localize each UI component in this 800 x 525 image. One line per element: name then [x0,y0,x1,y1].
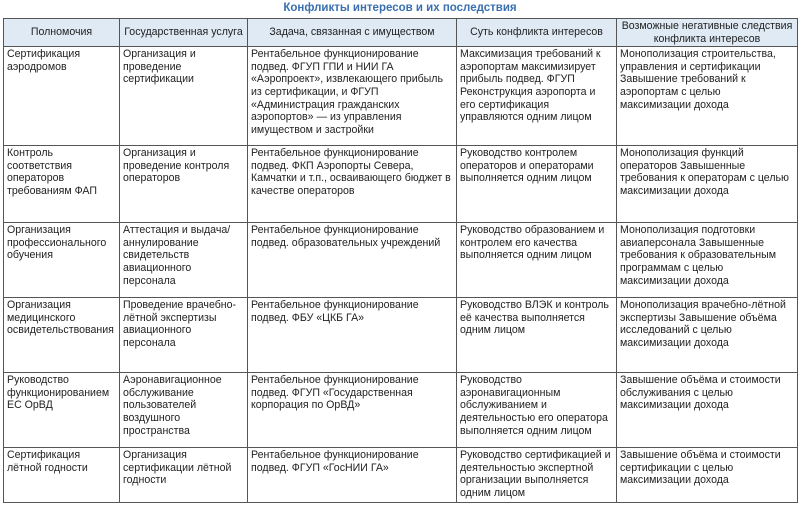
table-cell: Сертификация лётной годности [4,448,120,503]
table-cell: Рентабельное функционирование подвед. ФГУП «ГосНИИ ГА» [248,448,457,503]
table-cell: Руководство функционированием ЕС ОрВД [4,373,120,448]
header-cell: Государственная услуга [120,19,248,47]
table-cell: Монополизация функций операторов Завышенные требования к операторам с целью максимизации дохода [617,146,798,223]
table-cell: Аттестация и выдача/аннулирование свидетельств авиационного персонала [120,223,248,298]
table-cell: Организация медицинского освидетельствования [4,298,120,373]
table-cell: Руководство образованием и контролем его качества выполняется одним лицом [457,223,617,298]
table-cell: Сертификация аэродромов [4,47,120,146]
table-cell: Проведение врачебно-лётной экспертизы авиационного персонала [120,298,248,373]
table-cell: Завышение объёма и стоимости сертификации с целью максимизации дохода [617,448,798,503]
table-row [4,223,798,298]
table-cell: Рентабельное функционирование подвед. образовательных учреждений [248,223,457,298]
table-cell: Монополизация строительства, управления и сертификации Завышение требований к аэропортам с целью максимизации дохода [617,47,798,146]
header-cell: Возможные негативные следствия конфликта интересов [617,19,798,47]
header-cell: Задача, связанная с имуществом [248,19,457,47]
table-cell: Рентабельное функционирование подвед. ФГУП ГПИ и НИИ ГА «Аэропроект», извлекающего прибыль из сертификации, и ФГУП «Администрация гражданских аэропортов» — из управления имуществом и застройки [248,47,457,146]
header-cell: Суть конфликта интересов [457,19,617,47]
table-cell: Организация сертификации лётной годности [120,448,248,503]
header-row [4,19,798,47]
table-row [4,298,798,373]
conflicts-table [3,18,798,503]
table-cell: Руководство сертификацией и деятельностью экспертной организации выполняется одним лицом [457,448,617,503]
table-cell: Монополизация врачебно-лётной экспертизы Завышение объёма исследований с целью максимизации дохода [617,298,798,373]
table-title: Конфликты интересов и их последствия [283,2,517,14]
table-cell: Завышение объёма и стоимости обслуживания с целью максимизации дохода [617,373,798,448]
table-cell: Организация и проведение сертификации [120,47,248,146]
table-cell: Контроль соответствия операторов требованиям ФАП [4,146,120,223]
table-row [4,47,798,146]
table-cell: Рентабельное функционирование подвед. ФКП Аэропорты Севера, Камчатки и т.п., осваивающего бюджет в качестве операторов [248,146,457,223]
table-cell: Рентабельное функционирование подвед. ФГУП «Государственная корпорация по ОрВД» [248,373,457,448]
table-row [4,448,798,503]
table-cell: Максимизация требований к аэропортам максимизирует прибыль подвед. ФГУП Реконструкция аэропорта и его сертификация управляются одним лицом [457,47,617,146]
table-cell: Организация и проведение контроля операторов [120,146,248,223]
table-cell: Организация профессионального обучения [4,223,120,298]
table-cell: Руководство контролем операторов и операторами выполняется одним лицом [457,146,617,223]
table-row [4,373,798,448]
table-cell: Рентабельное функционирование подвед. ФБУ «ЦКБ ГА» [248,298,457,373]
header-cell: Полномочия [4,19,120,47]
table-cell: Аэронавигационное обслуживание пользователей воздушного пространства [120,373,248,448]
table-cell: Монополизация подготовки авиаперсонала Завышенные требования к образовательным программам с целью максимизации дохода [617,223,798,298]
table-cell: Руководство аэронавигационным обслуживанием и деятельностью его оператора выполняется одним лицом [457,373,617,448]
table-row [4,146,798,223]
table-cell: Руководство ВЛЭК и контроль её качества выполняется одним лицом [457,298,617,373]
